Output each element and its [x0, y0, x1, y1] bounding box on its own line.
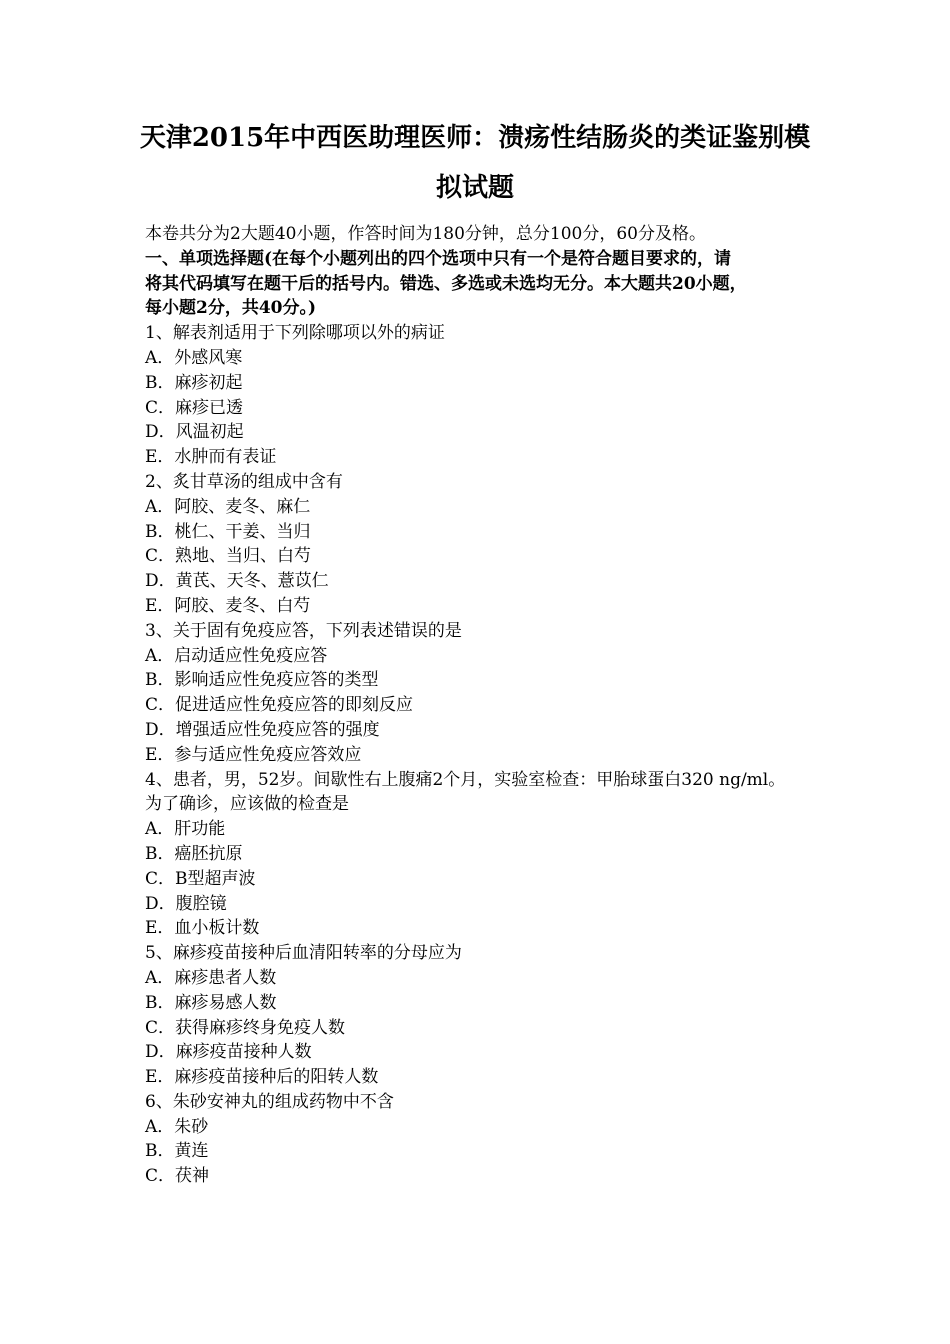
- question-4-option-e: E．血小板计数: [145, 918, 260, 939]
- question-5-option-b: B．麻疹易感人数: [145, 992, 277, 1013]
- question-4: 4、患者，男，52岁。间歇性右上腹痛2个月，实验室检查：甲胎球蛋白320 ng/ml。: [145, 769, 786, 790]
- question-4-option-c: C．B型超声波: [145, 868, 256, 889]
- document-title-line-1: 天津2015年中西医助理医师：溃疡性结肠炎的类证鉴别模: [139, 123, 811, 153]
- question-2-option-e: E．阿胶、麦冬、白芍: [145, 595, 311, 616]
- section-heading-line: 将其代码填写在题干后的括号内。错选、多选或未选均无分。本大题共20小题，: [145, 273, 747, 294]
- document-title-line-2: 拟试题: [435, 173, 514, 203]
- question-5-option-d: D．麻疹疫苗接种人数: [145, 1042, 312, 1063]
- question-1-option-c: C．麻疹已透: [145, 397, 244, 418]
- question-5: 5、麻疹疫苗接种后血清阳转率的分母应为: [145, 943, 462, 964]
- question-4-option-d: D．腹腔镜: [145, 893, 227, 914]
- question-1: 1、解表剂适用于下列除哪项以外的病证: [145, 323, 445, 344]
- question-2-option-a: A．阿胶、麦冬、麻仁: [145, 496, 311, 517]
- question-5-option-c: C．获得麻疹终身免疫人数: [145, 1017, 346, 1038]
- question-3-option-e: E．参与适应性免疫应答效应: [145, 744, 362, 765]
- question-4-continuation: 为了确诊，应该做的检查是: [145, 794, 349, 815]
- question-2-option-c: C．熟地、当归、白芍: [145, 546, 312, 567]
- question-1-option-e: E．水肿而有表证: [145, 447, 277, 468]
- question-4-option-b: B．癌胚抗原: [145, 843, 243, 864]
- question-2-option-b: B．桃仁、干姜、当归: [145, 521, 311, 542]
- question-3: 3、关于固有免疫应答，下列表述错误的是: [145, 620, 462, 641]
- section-heading-line: 每小题2分，共40分。): [145, 298, 317, 319]
- question-3-option-d: D．增强适应性免疫应答的强度: [145, 719, 380, 740]
- question-5-option-a: A．麻疹患者人数: [145, 967, 277, 988]
- question-6-option-c: C．茯神: [145, 1166, 210, 1187]
- question-5-option-e: E．麻疹疫苗接种后的阳转人数: [145, 1067, 379, 1088]
- question-2: 2、炙甘草汤的组成中含有: [145, 471, 343, 492]
- question-6: 6、朱砂安神丸的组成药物中不含: [145, 1091, 394, 1112]
- question-3-option-a: A．启动适应性免疫应答: [145, 645, 328, 666]
- question-1-option-d: D．风温初起: [145, 422, 244, 443]
- question-6-option-a: A．朱砂: [145, 1116, 209, 1137]
- document-body: [145, 222, 815, 1189]
- question-1-option-a: A．外感风寒: [145, 347, 243, 368]
- question-2-option-d: D．黄芪、天冬、薏苡仁: [145, 571, 329, 592]
- question-4-option-a: A．肝功能: [145, 819, 226, 840]
- section-heading-line: 一、单项选择题(在每个小题列出的四个选项中只有一个是符合题目要求的，请: [145, 248, 732, 269]
- question-3-option-c: C．促进适应性免疫应答的即刻反应: [145, 695, 414, 716]
- question-1-option-b: B．麻疹初起: [145, 372, 243, 393]
- question-6-option-b: B．黄连: [145, 1141, 209, 1162]
- exam-intro: 本卷共分为2大题40小题，作答时间为180分钟，总分100分，60分及格。: [145, 224, 706, 244]
- question-3-option-b: B．影响适应性免疫应答的类型: [145, 670, 379, 691]
